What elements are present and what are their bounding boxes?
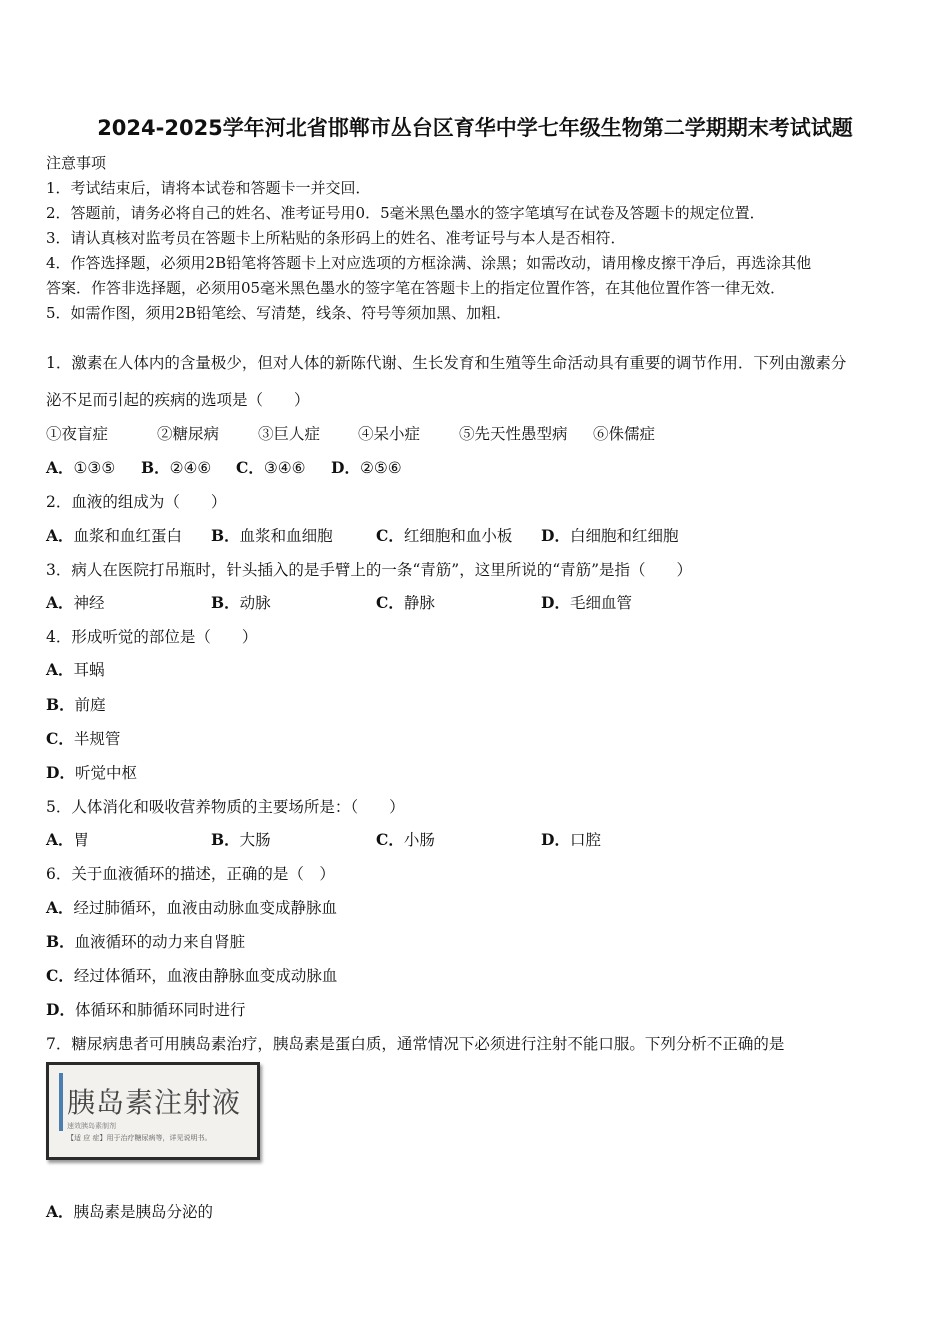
option-label: D． xyxy=(46,763,75,782)
option-label: C． xyxy=(46,966,74,985)
q1-item: ⑥侏儒症 xyxy=(593,425,656,443)
option-text: 红细胞和血小板 xyxy=(403,527,513,545)
q2-option-b xyxy=(211,524,333,546)
q3-option-a xyxy=(46,591,105,613)
option-text: 血液循环的动力来自肾脏 xyxy=(74,933,246,951)
option-label: D． xyxy=(541,593,570,612)
q1-item: ②糖尿病 xyxy=(157,425,220,443)
q1-option-a xyxy=(46,456,115,478)
option-label: A． xyxy=(46,898,74,917)
option-text: 毛细血管 xyxy=(569,594,632,612)
option-label: B． xyxy=(211,526,240,545)
q1-option-d xyxy=(331,456,402,478)
option-text: 血浆和血细胞 xyxy=(239,527,333,545)
option-label: C． xyxy=(376,830,404,849)
accent-bar xyxy=(59,1073,63,1131)
option-text: 体循环和肺循环同时进行 xyxy=(74,1001,246,1019)
q5-option-c xyxy=(376,828,435,850)
option-label: A． xyxy=(46,593,74,612)
option-label: C． xyxy=(376,526,404,545)
q6-option-c xyxy=(46,964,337,986)
q2-option-c xyxy=(376,524,512,546)
option-text: 白细胞和红细胞 xyxy=(569,527,679,545)
q5-option-d xyxy=(541,828,601,850)
option-text: 血浆和血红蛋白 xyxy=(73,527,183,545)
option-text: 胰岛素是胰岛分泌的 xyxy=(73,1203,214,1221)
option-text: ②⑤⑥ xyxy=(359,459,402,477)
option-label: A． xyxy=(46,830,74,849)
figure-title: 胰岛素注射液 xyxy=(67,1086,242,1119)
question-4-stem: 4．形成听觉的部位是（ ） xyxy=(46,628,258,646)
question-6-stem: 6．关于血液循环的描述，正确的是（ ） xyxy=(46,865,335,883)
q5-option-b xyxy=(211,828,271,850)
q3-option-b xyxy=(211,591,271,613)
notice-item: 答案．作答非选择题，必须用05毫米黑色墨水的签字笔在答题卡上的指定位置作答，在其他位置作答一律无效． xyxy=(46,279,786,297)
q6-option-b xyxy=(46,930,245,952)
q1-option-b xyxy=(141,456,211,478)
notice-item: 4．作答选择题，必须用2B铅笔将答题卡上对应选项的方框涂满、涂黑；如需改动，请用橡皮擦干净后，再选涂其他 xyxy=(46,254,812,272)
q2-option-d xyxy=(541,524,678,546)
figure-caption: 【适 应 症】用于治疗糖尿病等，详见说明书。 xyxy=(67,1134,212,1142)
option-label: B． xyxy=(46,932,75,951)
q6-option-d xyxy=(46,998,245,1020)
option-label: B． xyxy=(211,830,240,849)
option-text: 动脉 xyxy=(239,594,271,612)
q5-option-a xyxy=(46,828,89,850)
option-text: 经过体循环，血液由静脉血变成动脉血 xyxy=(73,967,338,985)
question-3-stem: 3．病人在医院打吊瓶时，针头插入的是手臂上的一条“青筋”，这里所说的“青筋”是指（ ） xyxy=(46,561,693,579)
option-label: D． xyxy=(331,458,360,477)
q1-item: ③巨人症 xyxy=(258,425,321,443)
q7-option-a xyxy=(46,1200,213,1222)
q4-option-d xyxy=(46,761,137,783)
option-text: 静脉 xyxy=(403,594,435,612)
notice-item: 1．考试结束后，请将本试卷和答题卡一并交回． xyxy=(46,179,371,197)
question-1-stem-cont: 泌不足而引起的疾病的选项是（ ） xyxy=(46,391,310,409)
question-5-stem: 5．人体消化和吸收营养物质的主要场所是：（ ） xyxy=(46,798,405,816)
page-title: 2024-2025学年河北省邯郸市丛台区育华中学七年级生物第二学期期末考试试题 xyxy=(97,116,853,140)
notice-item: 3．请认真核对监考员在答题卡上所粘贴的条形码上的姓名、准考证号与本人是否相符． xyxy=(46,229,626,247)
option-text: 半规管 xyxy=(73,730,121,748)
option-text: ①③⑤ xyxy=(73,459,116,477)
q4-option-c xyxy=(46,727,120,749)
option-label: C． xyxy=(46,729,74,748)
q2-option-a xyxy=(46,524,182,546)
q3-option-d xyxy=(541,591,632,613)
option-text: 神经 xyxy=(73,594,105,612)
q1-item: ①夜盲症 xyxy=(46,425,109,443)
question-7-stem: 7．糖尿病患者可用胰岛素治疗，胰岛素是蛋白质，通常情况下必须进行注射不能口服。下列分析不正确的是 xyxy=(46,1035,785,1053)
option-label: A． xyxy=(46,1202,74,1221)
option-text: 胃 xyxy=(73,831,90,849)
option-text: 大肠 xyxy=(239,831,271,849)
option-label: B． xyxy=(211,593,240,612)
q1-item: ④呆小症 xyxy=(358,425,421,443)
option-label: D． xyxy=(541,526,570,545)
option-text: 听觉中枢 xyxy=(74,764,137,782)
insulin-injection-image xyxy=(46,1062,260,1160)
q4-option-b xyxy=(46,693,106,715)
option-text: 前庭 xyxy=(74,696,106,714)
option-label: B． xyxy=(141,458,170,477)
figure-caption: 速效胰岛素制剂 xyxy=(67,1122,116,1130)
notice-heading: 注意事项 xyxy=(46,154,107,172)
option-text: 小肠 xyxy=(403,831,435,849)
q6-option-a xyxy=(46,896,337,918)
notice-item: 2．答题前，请务必将自己的姓名、准考证号用0．5毫米黑色墨水的签字笔填写在试卷及答题卡的规定位置． xyxy=(46,204,765,222)
question-1-stem: 1．激素在人体内的含量极少，但对人体的新陈代谢、生长发育和生殖等生命活动具有重要的调节作用．下列由激素分 xyxy=(46,354,847,372)
option-text: 耳蜗 xyxy=(73,661,105,679)
option-label: D． xyxy=(46,1000,75,1019)
notice-item: 5．如需作图，须用2B铅笔绘、写清楚，线条、符号等须加黑、加粗． xyxy=(46,304,512,322)
option-text: 经过肺循环，血液由动脉血变成静脉血 xyxy=(73,899,338,917)
option-label: A． xyxy=(46,660,74,679)
option-label: C． xyxy=(376,593,404,612)
option-label: D． xyxy=(541,830,570,849)
option-label: C． xyxy=(236,458,264,477)
option-text: 口腔 xyxy=(569,831,601,849)
question-2-stem: 2．血液的组成为（ ） xyxy=(46,493,227,511)
option-label: A． xyxy=(46,526,74,545)
q1-item: ⑤先天性愚型病 xyxy=(459,425,568,443)
q4-option-a xyxy=(46,658,105,680)
option-label: B． xyxy=(46,695,75,714)
option-text: ③④⑥ xyxy=(263,459,306,477)
q3-option-c xyxy=(376,591,435,613)
q1-option-c xyxy=(236,456,306,478)
option-label: A． xyxy=(46,458,74,477)
option-text: ②④⑥ xyxy=(169,459,212,477)
